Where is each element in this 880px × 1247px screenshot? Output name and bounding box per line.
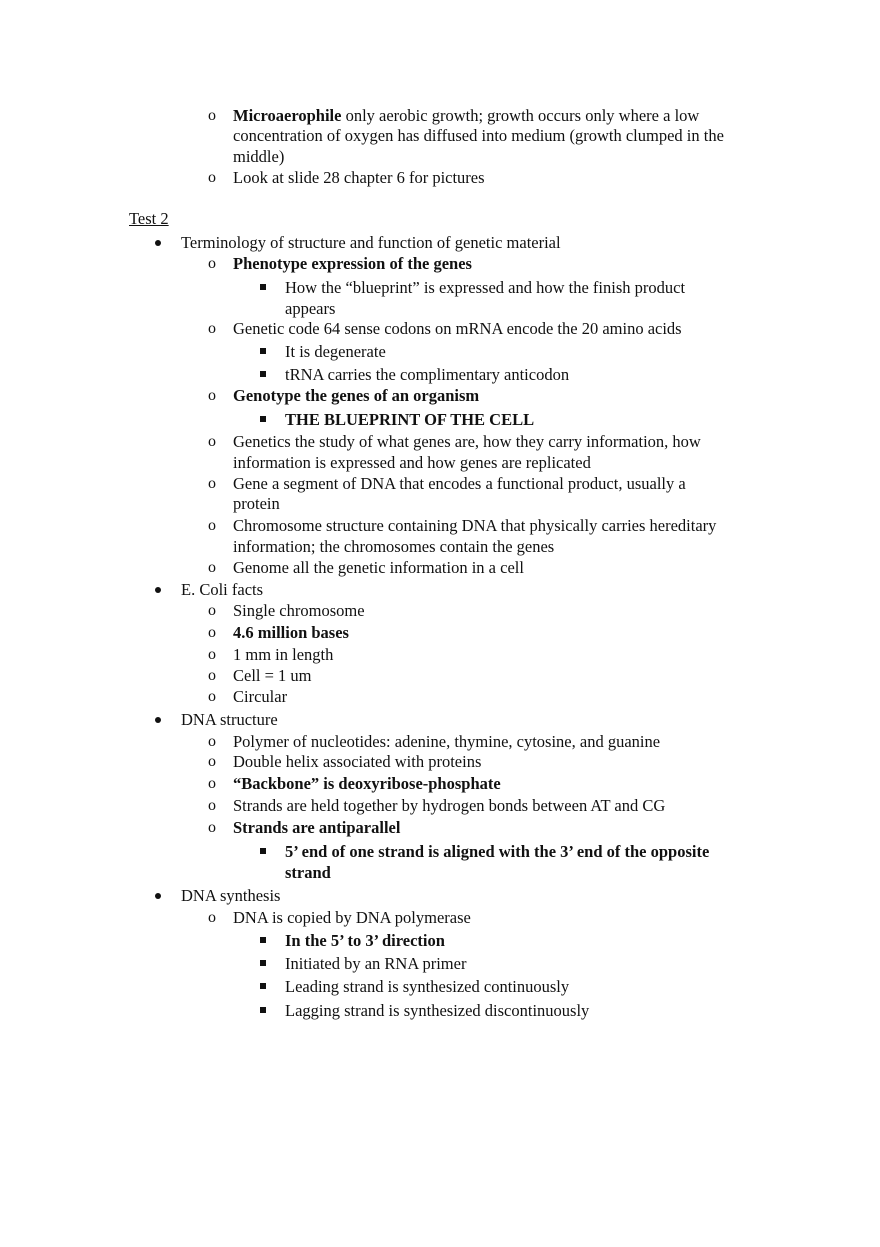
square-bullet-icon: [260, 983, 266, 989]
round-bullet-icon: [155, 893, 161, 899]
definition-line: middle): [233, 147, 285, 166]
square-bullet-icon: [260, 937, 266, 943]
circle-bullet-icon: o: [208, 387, 216, 404]
circle-bullet-icon: o: [208, 688, 216, 705]
circle-bullet-icon: o: [208, 646, 216, 663]
sub-item-line: strand: [285, 863, 331, 882]
section-title: Test 2: [129, 209, 169, 228]
list-item: Phenotype expression of the genes: [233, 254, 472, 273]
list-item-microaerophile: [233, 106, 699, 126]
square-bullet-icon: [260, 284, 266, 290]
list-item-line: Gene a segment of DNA that encodes a functional product, usually a: [233, 474, 686, 493]
sub-item: tRNA carries the complimentary anticodon: [285, 365, 570, 384]
circle-bullet-icon: o: [208, 320, 216, 337]
sub-item: It is degenerate: [285, 342, 386, 361]
list-item: Strands are held together by hydrogen bonds between AT and CG: [233, 796, 666, 815]
circle-bullet-icon: o: [208, 559, 216, 576]
list-item: 4.6 million bases: [233, 623, 349, 642]
sub-item: THE BLUEPRINT OF THE CELL: [285, 410, 535, 429]
list-item: Cell = 1 um: [233, 666, 312, 685]
topic-heading: E. Coli facts: [181, 580, 264, 599]
definition-line: concentration of oxygen has diffused into medium (growth clumped in the: [233, 126, 724, 145]
circle-bullet-icon: o: [208, 775, 216, 792]
sub-item: Lagging strand is synthesized discontinuously: [285, 1001, 590, 1020]
sub-item: Leading strand is synthesized continuously: [285, 977, 570, 996]
circle-bullet-icon: o: [208, 433, 216, 450]
list-item: “Backbone” is deoxyribose-phosphate: [233, 774, 501, 793]
list-item: Single chromosome: [233, 601, 365, 620]
list-item: 1 mm in length: [233, 645, 334, 664]
list-item: Strands are antiparallel: [233, 818, 401, 837]
list-item-line: Genetics the study of what genes are, how they carry information, how: [233, 432, 701, 451]
list-item: Genetic code 64 sense codons on mRNA encode the 20 amino acids: [233, 319, 682, 338]
list-item-line: information; the chromosomes contain the genes: [233, 537, 555, 556]
square-bullet-icon: [260, 848, 266, 854]
list-item: Double helix associated with proteins: [233, 752, 482, 771]
topic-heading: DNA structure: [181, 710, 278, 729]
circle-bullet-icon: o: [208, 255, 216, 272]
list-item: DNA is copied by DNA polymerase: [233, 908, 471, 927]
topic-heading: Terminology of structure and function of genetic material: [181, 233, 561, 252]
round-bullet-icon: [155, 240, 161, 246]
square-bullet-icon: [260, 371, 266, 377]
square-bullet-icon: [260, 1007, 266, 1013]
list-item-line: information is expressed and how genes are replicated: [233, 453, 591, 472]
list-item: Polymer of nucleotides: adenine, thymine, cytosine, and guanine: [233, 732, 661, 751]
circle-bullet-icon: o: [208, 169, 216, 186]
circle-bullet-icon: o: [208, 797, 216, 814]
square-bullet-icon: [260, 416, 266, 422]
circle-bullet-icon: o: [208, 753, 216, 770]
sub-item-line: 5’ end of one strand is aligned with the 3’ end of the opposite: [285, 842, 710, 861]
circle-bullet-icon: o: [208, 733, 216, 750]
circle-bullet-icon: o: [208, 909, 216, 926]
list-item: Circular: [233, 687, 288, 706]
circle-bullet-icon: o: [208, 602, 216, 619]
circle-bullet-icon: o: [208, 517, 216, 534]
circle-bullet-icon: o: [208, 624, 216, 641]
round-bullet-icon: [155, 587, 161, 593]
circle-bullet-icon: o: [208, 667, 216, 684]
list-item: Genotype the genes of an organism: [233, 386, 480, 405]
term: Microaerophile: [233, 106, 342, 125]
list-item-line: protein: [233, 494, 280, 513]
sub-item: In the 5’ to 3’ direction: [285, 931, 445, 950]
circle-bullet-icon: o: [208, 475, 216, 492]
definition-line: only aerobic growth; growth occurs only where a low: [345, 106, 700, 125]
circle-bullet-icon: o: [208, 107, 216, 124]
square-bullet-icon: [260, 960, 266, 966]
list-item: Look at slide 28 chapter 6 for pictures: [233, 168, 485, 187]
sub-item-line: How the “blueprint” is expressed and how the finish product: [285, 278, 686, 297]
sub-item-line: appears: [285, 299, 336, 318]
square-bullet-icon: [260, 348, 266, 354]
round-bullet-icon: [155, 717, 161, 723]
topic-heading: DNA synthesis: [181, 886, 281, 905]
sub-item: Initiated by an RNA primer: [285, 954, 467, 973]
list-item-line: Chromosome structure containing DNA that physically carries hereditary: [233, 516, 717, 535]
list-item: Genome all the genetic information in a cell: [233, 558, 524, 577]
circle-bullet-icon: o: [208, 819, 216, 836]
